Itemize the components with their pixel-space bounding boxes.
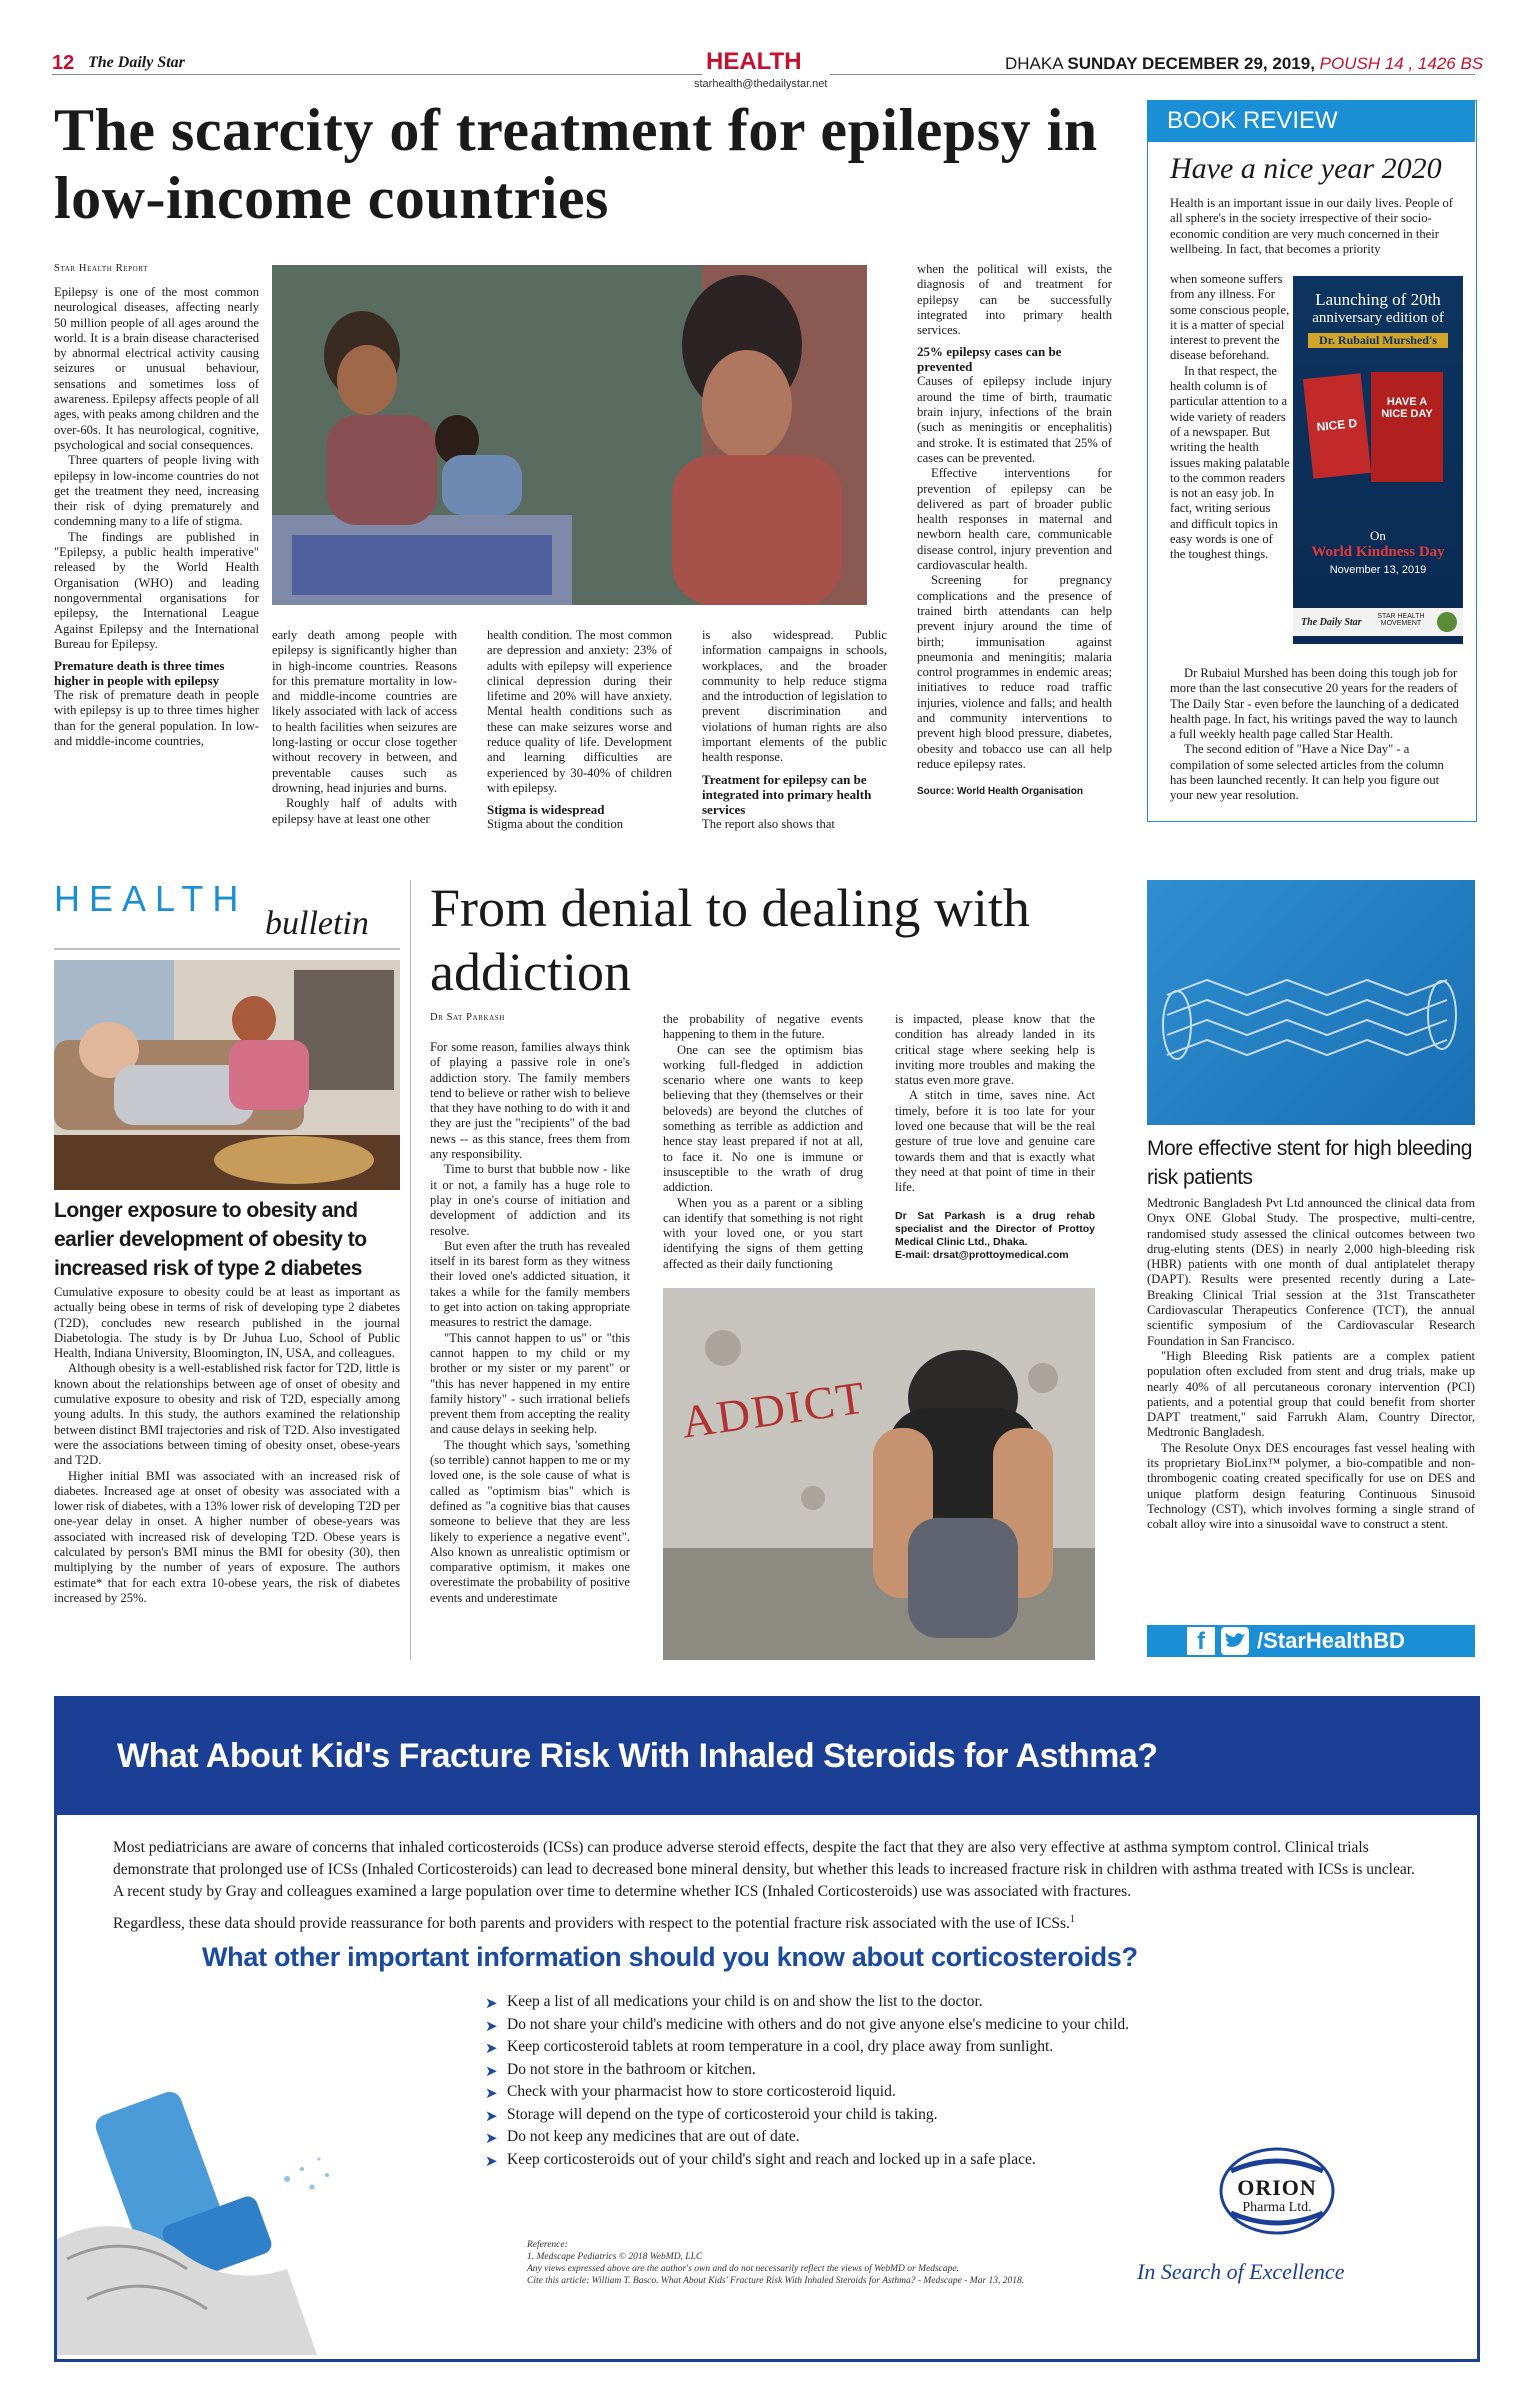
addiction-email: E-mail: drsat@prottoymedical.com: [895, 1248, 1069, 1261]
poster-logo: The Daily Star: [1301, 617, 1362, 628]
bulletin-word-2: bulletin: [265, 905, 369, 942]
dateline: [1005, 54, 1483, 74]
tip-item: [485, 1991, 1245, 2014]
masthead-logo: The Daily Star: [88, 54, 185, 71]
book-review-label: BOOK REVIEW: [1147, 100, 1475, 142]
book-review-title: Have a nice year 2020: [1170, 152, 1442, 185]
epilepsy-subhead: Premature death is three times higher in people with epilepsy: [54, 658, 225, 689]
bulletin-headline: Longer exposure to obesity and earlier development of obesity to increased risk of type 2 diabetes: [54, 1199, 367, 1280]
pointer-icon: ➤: [485, 2063, 498, 2080]
ad-tips-list: [485, 1991, 1245, 2171]
addiction-author-note: Dr Sat Parkash is a drug rehab specialist and the Director of Prottoy Medical Clinic Ltd., Dhaka.: [895, 1209, 1095, 1248]
social-bar[interactable]: [1147, 1625, 1475, 1657]
orion-brand: ORION: [1237, 2175, 1317, 2200]
epilepsy-para: Roughly half of adults with epilepsy have at least one other: [272, 796, 457, 826]
inhaler-illustration: [57, 2059, 357, 2355]
book-para: Dr Rubaiul Murshed has been doing this tough job for more than the last consecutive 20 years for the readers of The Daily Star - even before the launching of a dedicated health page. In fact, his writings paved the way to launch a full weekly health page called Star Health.: [1170, 666, 1459, 742]
ad-header: [57, 1699, 1477, 1815]
orion-logo: [1217, 2145, 1337, 2241]
epilepsy-para: Three quarters of people living with epilepsy in low-income countries do not get the treatment they need, increasing their risk of dying prematurely and condemning many to a life of stigma.: [54, 453, 259, 529]
pointer-icon: ➤: [485, 2086, 498, 2102]
stent-headline: More effective stent for high bleeding risk patients: [1147, 1137, 1472, 1189]
addiction-headline: From denial to dealing with addiction: [430, 878, 1030, 1002]
poster-line-1: Launching of 20th: [1315, 290, 1441, 309]
bulletin-photo-art: [54, 960, 400, 1190]
epilepsy-col-2: [272, 628, 457, 827]
epilepsy-para: Screening for pregnancy complications and the presence of trained birth attendants can help prevent injury around the time of birth; immunisation against pneumonia and meningitis; malaria control programmes in endemic areas; initiatives to reduce road traffic injuries, violence and falls; and health and community interventions to prevent high blood pressure, diabetes, obesity and tobacco use can all help reduce epilepsy rates.: [917, 573, 1112, 771]
section-email: starhealth@thedailystar.net: [694, 78, 828, 90]
ad-title: What About Kid's Fracture Risk With Inhaled Steroids for Asthma?: [117, 1737, 1158, 1775]
epilepsy-col-3: [487, 628, 672, 833]
addiction-para: The thought which says, 'something (so terrible) cannot happen to me or my loved one, is the sole cause of what is called as "optimism bias" which is defined as "a cognitive bias that causes someone to believe that they are less likely to experience a negative event". Also known as unrealistic optimism or comparative optimism, it makes one overestimate the probability of positive events and underestimate: [430, 1437, 630, 1605]
epilepsy-subhead: Stigma is widespread: [487, 802, 605, 818]
tip-text: Keep corticosteroids out of your child's sight and reach and locked up in a safe place.: [507, 2150, 1036, 2168]
bulletin-body: [54, 1285, 400, 1606]
epilepsy-subhead: 25% epilepsy cases can be prevented: [917, 344, 1062, 375]
poster-book-2-title: HAVE A NICE DAY: [1381, 396, 1433, 420]
tip-text: Check with your pharmacist how to store corticosteroid liquid.: [507, 2083, 896, 2100]
bulletin-photo: [54, 960, 400, 1190]
page-number: 12: [52, 52, 75, 74]
poster-line-2: anniversary edition of: [1312, 310, 1444, 326]
tip-item: [485, 2081, 1245, 2104]
ref-line-2: Any views expressed above are the author's own and do not necessarily reflect the views of WebMD or Medscape.: [527, 2264, 959, 2274]
book-para: In that respect, the health column is of particular attention to a wide variety of readers of a newspaper. But writing the health issues making palatable to the common readers is not an easy job. In fact, writing serious and difficult topics in easy words is one of the toughest things.: [1170, 363, 1290, 562]
bulletin-word-1: HEALTH: [54, 878, 248, 919]
pointer-icon: ➤: [485, 2018, 498, 2035]
pointer-icon: ➤: [485, 1996, 498, 2012]
addiction-byline: Dr Sat Parkash: [430, 1012, 505, 1023]
tip-item: [485, 2059, 1245, 2082]
ad-frame: [54, 1696, 1480, 2362]
epilepsy-subhead: Treatment for epilepsy can be integrated into primary health services: [702, 771, 872, 817]
epilepsy-para: Effective interventions for prevention of epilepsy can be delivered as part of broader public health responses in maternal and newborn health care, communicable disease control, injury prevention and cardiovascular health.: [917, 466, 1112, 573]
epilepsy-para: when the political will exists, the diagnosis of and treatment for epilepsy can be successfully integrated into primary health services.: [917, 262, 1112, 338]
pointer-icon: ➤: [485, 2041, 498, 2057]
pointer-icon: ➤: [485, 2131, 498, 2147]
poster-seal-icon: [1437, 612, 1457, 632]
stent-body: [1147, 1196, 1475, 1533]
header-rule-right: [830, 74, 1475, 75]
epilepsy-headline: The scarcity of treatment for epilepsy in low-income countries: [54, 97, 1098, 231]
poster-footer: [1293, 608, 1463, 636]
epilepsy-para: The risk of premature death in people with epilepsy is up to three times higher than for the general population. In low- and middle-income countries,: [54, 688, 259, 749]
addiction-col-1: [430, 1040, 630, 1606]
social-handle[interactable]: /StarHealthBD: [1257, 1628, 1405, 1653]
twitter-icon[interactable]: [1221, 1627, 1249, 1655]
epilepsy-para: early death among people with epilepsy is significantly higher than in high-income countries. Reasons for this premature mortality in low- and middle-income countries are likely associated with lack of access to health facilities when seizures are long-lasting or occur close together without recovery in between, and preventable causes such as drowning, head injuries and burns.: [272, 628, 457, 795]
tip-text: Do not keep any medicines that are out of date.: [507, 2128, 800, 2145]
poster-on: On: [1370, 528, 1386, 543]
bulletin-para: Although obesity is a well-established risk factor for T2D, little is known about the relationships between age of onset of obesity and cumulative exposure to obesity and risk of T2D, especially among young adults. In this study, the authors examined the relationship between distinct BMI trajectories and risk of T2D. Also investigated were the associations between timing of obesity onset, obese-years and T2D.: [54, 1361, 400, 1468]
pointer-icon: ➤: [485, 2108, 498, 2125]
book-para: when someone suffers from any illness. For some conscious people, it is a matter of special interest to prevent the disease beforehand.: [1170, 272, 1290, 363]
ad-footnote-mark: 1: [1069, 1914, 1075, 1925]
section-title: HEALTH: [706, 48, 802, 75]
ref-line-3: Cite this article: William T. Basco. What About Kids' Fracture Risk With Inhaled Steroids for Asthma? - Medscape - Mar 13, 2018.: [527, 2276, 1025, 2286]
epilepsy-photo: [272, 265, 867, 605]
tip-text: Do not store in the bathroom or kitchen.: [507, 2060, 756, 2078]
epilepsy-para: Causes of epilepsy include injury around the time of birth, traumatic brain injury, infections of the brain (such as meningitis or encephalitis) and stroke. It is estimated that 25% of cases can be prevented.: [917, 374, 1112, 465]
bulletin-divider: [410, 880, 411, 1660]
addiction-para: the probability of negative events happening to them in the future.: [663, 1012, 863, 1042]
epilepsy-para: Epilepsy is one of the most common neurological diseases, affecting nearly 50 million people of all ages around the world. It is a brain disease characterised by abnormal electrical activity causing seizures or unusual behaviour, sensations and sometimes loss of awareness. Epilepsy affects people of all ages, with peaks among children and the over-60s. It has neurological, cognitive, psychological and social consequences.: [54, 285, 259, 452]
header-rule-left: [52, 74, 702, 75]
addiction-para: A stitch in time, saves nine. Act timely, before it is too late for your loved one because that will be the real gesture of true love and genuine care towards them and that is exactly what they need at that point of time in their life.: [895, 1088, 1095, 1195]
book-rest: [1170, 666, 1460, 804]
ad-reference: [527, 2239, 1127, 2287]
ref-title: Reference:: [527, 2240, 568, 2250]
tip-item: [485, 2036, 1245, 2059]
ad-para-2: [113, 1909, 1423, 1935]
stent-photo: [1147, 880, 1475, 1125]
dateline-city: DHAKA: [1005, 54, 1063, 73]
orion-brand-sub: Pharma Ltd.: [1242, 2200, 1312, 2215]
epilepsy-para: The findings are published in "Epilepsy, a public health imperative" released by the World Health Organisation (WHO) and leading nongovernmental organisations for epilepsy, the International League Against Epilepsy and the International Bureau for Epilepsy.: [54, 529, 259, 651]
addiction-wall-text: ADDICT: [678, 1371, 870, 1448]
addiction-para: "This cannot happen to us" or "this cannot happen to my child or my brother or my sister or my parent" or "this has never happened in my entire family history" - such irrational beliefs prevent them from accepting the reality and cause delays in seeking help.: [430, 1330, 630, 1437]
facebook-icon[interactable]: f: [1187, 1627, 1215, 1655]
orion-tagline: In Search of Excellence: [1137, 2259, 1345, 2284]
epilepsy-col-4: [702, 628, 887, 832]
tip-text: Storage will depend on the type of corticosteroid your child is taking.: [507, 2105, 938, 2123]
ad-para-1: Most pediatricians are aware of concerns that inhaled corticosteroids (ICSs) can produce adverse steroid effects, despite the fact that they are also very effective at asthma symptom control. Clinical trials demonstrate that prolonged use of ICSs (Inhaled Corticosteroids) can lead to decreased bone mineral density, but whether this leads to increased fracture risk in children with asthma treated with ICSs is unclear. A recent study by Gray and colleagues examined a large population over time to determine whether ICS (Inhaled Corticosteroids) use was associated with fractures.: [113, 1839, 1415, 1900]
book-narrow-col: [1170, 272, 1290, 563]
poster-book-1-title: NICE D: [1315, 415, 1358, 435]
epilepsy-para: health condition. The most common are depression and anxiety: 23% of adults with epilepsy will experience clinical depression during their lifetime and 20% will have anxiety. Mental health conditions such as these can make seizures worse and reduce quality of life. Development and learning difficulties are experienced by 30-40% of children with epilepsy.: [487, 628, 672, 795]
bulletin-para: Cumulative exposure to obesity could be at least as important as actually being obese in terms of risk of developing type 2 diabetes (T2D), concludes new research published in the journal Diabetologia. The study is by Dr Juhua Luo, School of Public Health, Indiana University, Bloomington, IN, USA, and colleagues.: [54, 1285, 400, 1361]
addiction-para: Time to burst that bubble now - like it or not, a family has a huge role to play in one's course of initiation and development of addiction and its resolve.: [430, 1162, 630, 1238]
dateline-bengali: POUSH 14 , 1426 BS: [1319, 54, 1484, 73]
addiction-para: When you as a parent or a sibling can identify that something is not right with your loved one, or you start identifying the signs of them getting affected as their daily functioning: [663, 1195, 863, 1271]
poster-event: World Kindness Day: [1311, 544, 1445, 560]
pointer-icon: ➤: [485, 2153, 498, 2170]
tip-item: [485, 2014, 1245, 2037]
book-poster: [1293, 276, 1463, 644]
book-intro: Health is an important issue in our daily lives. People of all sphere's in the society irrespective of their socio-economic condition are very much concerned in their wellbeing. In fact, that becomes a priority: [1170, 196, 1453, 256]
tip-item: [485, 2104, 1245, 2127]
addiction-photo-art: [663, 1288, 1095, 1660]
stent-para: The Resolute Onyx DES encourages fast vessel healing with its proprietary BioLinx™ polymer, a bio-compatible and non-thrombogenic coating created specifically for use on DES and unique platform design featuring Continuous Sinusoid Technology (CST), which involves forming a single strand of cobalt alloy wire into a sinusoidal wave to construct a stent.: [1147, 1440, 1475, 1532]
tip-item: [485, 2149, 1245, 2172]
stent-art: [1147, 880, 1475, 1125]
tip-text: Keep a list of all medications your child is on and show the list to the doctor.: [507, 1993, 983, 2010]
epilepsy-para: is also widespread. Public information campaigns in schools, workplaces, and the broader community to help reduce stigma and the introduction of legislation to prevent discrimination and violations of human rights are also important elements of the public health response.: [702, 628, 887, 765]
poster-author: Dr. Rubaiul Murshed's: [1308, 333, 1448, 348]
book-para: The second edition of "Have a Nice Day" - a compilation of some selected articles from the column has been launched recently. It can help you figure out your new year resolution.: [1170, 742, 1444, 803]
tip-text: Keep corticosteroid tablets at room temperature in a cool, dry place away from sunlight.: [507, 2038, 1054, 2055]
epilepsy-source: Source: World Health Organisation: [917, 786, 1083, 798]
addiction-para: But even after the truth has revealed itself in its barest form as they witness their loved one's addicted situation, it takes a while for the family members to get into action on taking appropriate measures to restrict the damage.: [430, 1238, 630, 1330]
bulletin-rule: [54, 948, 400, 950]
addiction-col-3: [895, 1012, 1095, 1262]
stent-para: Medtronic Bangladesh Pvt Ltd announced the clinical data from Onyx ONE Global Study. The prospective, multi-centre, randomised study assessed the clinical outcomes between two drug-eluting stents (DES) in nearly 2,000 high-bleeding risk (HBR) patients with one month of dual antiplatelet therapy (DAPT). Results were presented recently during a Late-Breaking Clinical Trial session at the 31st Transcatheter Cardiovascular Therapeutics Conference (TCT), the annual scientific symposium of the Cardiovascular Research Foundation in San Francisco.: [1147, 1196, 1475, 1348]
poster-logo-2: STAR HEALTH MOVEMENT: [1377, 613, 1425, 627]
addiction-para: One can see the optimism bias working full-fledged in addiction scenario where one wants to keep believing that they (themselves or their beloveds) are beyond the clutches of something as terrible as addiction and hence stay least prepared if not at all, to face it. No one is immune or insusceptible to the wrath of drug addiction.: [663, 1042, 863, 1195]
inhaler-icon: [57, 2059, 357, 2355]
ad-subtitle: What other important information should you know about corticosteroids?: [202, 1942, 1138, 1972]
addiction-para: For some reason, families always think of playing a passive role in one's addiction story. The family members tend to believe or rather wish to believe that they have nothing to do with it and they are just the "recipients" of the bad news -- as this stance, frees them from any responsibility.: [430, 1040, 630, 1162]
ref-line-1: 1. Medscape Pediatrics © 2018 WebMD, LLC: [527, 2252, 703, 2262]
stent-para: "High Bleeding Risk patients are a complex patient population often excluded from stent and drug trials, make up nearly 40% of all percutaneous coronary intervention (PCI) patients, and a potential group that could benefit from shorter DAPT treatment," said Farrukh Alam, Country Director, Medtronic Bangladesh.: [1147, 1348, 1475, 1440]
epilepsy-col-1: [54, 285, 259, 749]
addiction-para: is impacted, please know that the condition has already landed in its critical stage where seeking help is inviting more troubles and making the status even more grave.: [895, 1012, 1095, 1088]
epilepsy-photo-art: [272, 265, 867, 605]
epilepsy-col-5: [917, 262, 1112, 800]
bulletin-para: Higher initial BMI was associated with an increased risk of diabetes. Increased age at onset of obesity was associated with a lower risk of diabetes, with a 13% lower risk of developing T2D per one-year delay in onset. A higher number of obese-years was associated with increased risk of developing T2D. Obese years is calculated by person's BMI minus the BMI for obesity (30), then multiplying by the number of years of exposure. The authors estimate* that for each extra 10-obese years, the risk of diabetes increased by 25%.: [54, 1468, 400, 1605]
poster-book-cover-1: [1303, 373, 1371, 479]
poster-book-cover-2: [1371, 372, 1443, 482]
addiction-photo: [663, 1288, 1095, 1660]
epilepsy-para: The report also shows that: [702, 816, 835, 831]
dateline-date: SUNDAY DECEMBER 29, 2019,: [1067, 54, 1315, 73]
epilepsy-byline: Star Health Report: [54, 263, 148, 274]
ad-para-2-text: Regardless, these data should provide reassurance for both parents and providers with respect to the potential fracture risk associated with the use of ICSs.: [113, 1915, 1070, 1933]
tip-item: [485, 2126, 1245, 2149]
addiction-col-2: [663, 1012, 863, 1272]
poster-date: November 13, 2019: [1329, 564, 1427, 576]
epilepsy-para: Stigma about the condition: [487, 817, 624, 832]
tip-text: Do not share your child's medicine with others and do not give anyone else's medicine to your child.: [507, 2015, 1129, 2033]
